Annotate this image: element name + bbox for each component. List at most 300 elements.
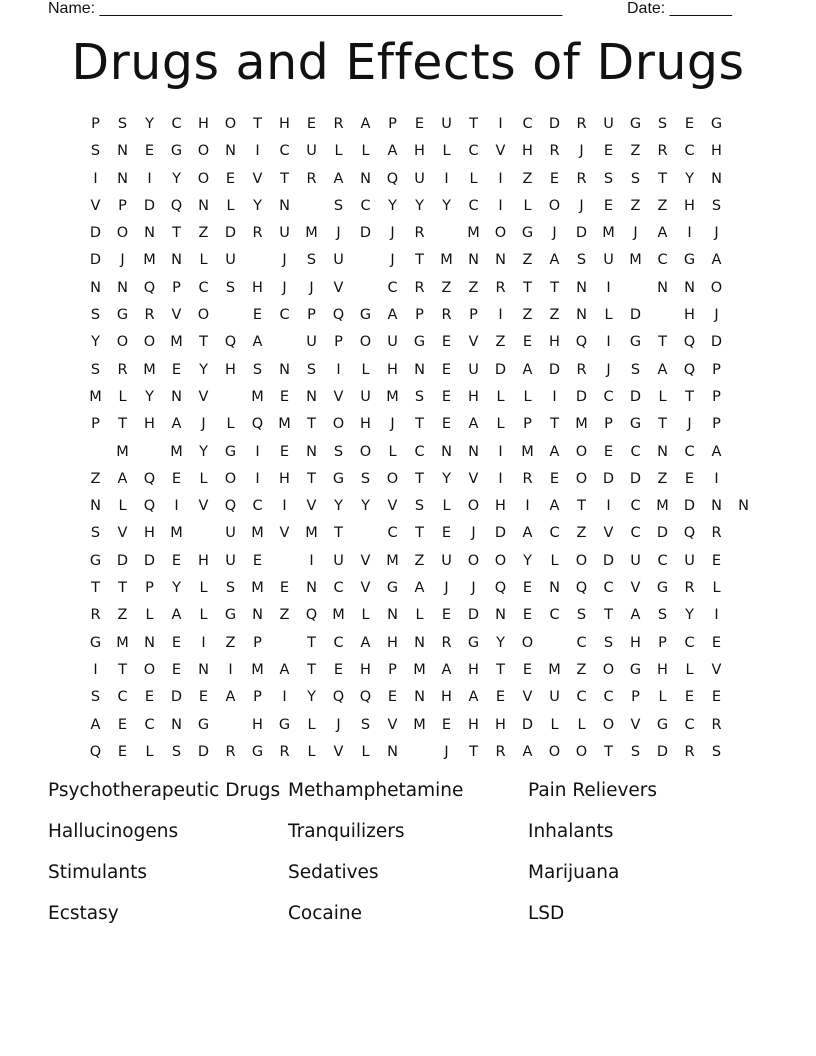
grid-letter: T (334, 525, 343, 542)
grid-letter (298, 195, 325, 222)
grid-letter: C (198, 279, 209, 296)
grid-letter: J (390, 225, 395, 242)
grid-letter (352, 522, 379, 549)
grid-letter: I (714, 607, 719, 624)
grid-letter: N (171, 252, 182, 269)
grid-letter: P (253, 634, 262, 651)
grid-letter: U (684, 552, 695, 569)
word-list-item: Tranquilizers (288, 821, 405, 842)
grid-letter (433, 222, 460, 249)
grid-letter: H (252, 279, 263, 296)
grid-letter: U (603, 116, 614, 132)
grid-letter (217, 714, 244, 741)
grid-letter (271, 632, 298, 659)
grid-letter: I (606, 334, 611, 351)
grid-letter: T (415, 416, 424, 433)
grid-letter: M (413, 661, 426, 678)
grid-letter: S (630, 743, 641, 760)
grid-letter: U (414, 170, 425, 187)
grid-letter: T (307, 661, 316, 678)
grid-letter: A (468, 416, 479, 433)
grid-letter: J (714, 225, 719, 242)
grid-letter: G (170, 143, 183, 160)
grid-letter: E (441, 388, 452, 405)
grid-letter (271, 331, 298, 358)
grid-letter: Y (685, 170, 694, 187)
grid-letter: C (522, 116, 533, 132)
grid-letter: I (498, 170, 503, 187)
grid-letter: N (414, 689, 425, 706)
grid-letter (271, 550, 298, 577)
grid-letter: M (629, 252, 642, 269)
grid-letter: T (415, 252, 424, 269)
grid-letter: O (224, 116, 237, 132)
grid-letter: I (525, 498, 530, 515)
grid-letter: P (415, 307, 424, 324)
grid-letter: E (522, 580, 533, 597)
grid-letter: I (228, 661, 233, 678)
grid-letter: C (252, 498, 263, 515)
grid-letter: Q (683, 525, 696, 542)
grid-letter: O (602, 661, 615, 678)
grid-letter: R (495, 743, 506, 760)
grid-letter: Z (549, 307, 560, 324)
grid-letter: L (550, 552, 559, 569)
grid-letter: Y (685, 607, 694, 624)
grid-letter (622, 277, 649, 304)
grid-letter: S (603, 170, 614, 187)
grid-letter: E (603, 197, 614, 214)
grid-letter: E (441, 416, 452, 433)
grid-letter: N (414, 634, 425, 651)
grid-letter: R (711, 525, 722, 542)
grid-letter: A (522, 361, 533, 378)
grid-letter: J (444, 743, 449, 760)
grid-letter: Q (224, 334, 237, 351)
grid-letter: V (522, 689, 533, 706)
grid-letter: N (495, 607, 506, 624)
grid-letter: L (145, 607, 154, 624)
grid-letter: Q (143, 279, 156, 296)
grid-letter: D (224, 225, 237, 242)
grid-letter: M (305, 225, 318, 242)
grid-letter: H (279, 116, 290, 132)
grid-letter: E (333, 661, 344, 678)
grid-letter: L (361, 743, 370, 760)
grid-letter: Y (172, 580, 181, 597)
grid-letter: C (117, 689, 128, 706)
grid-row (82, 140, 757, 167)
grid-letter: S (90, 307, 101, 324)
grid-letter: G (413, 334, 426, 351)
grid-letter: O (197, 143, 210, 160)
grid-letter: R (576, 361, 587, 378)
grid-letter: Z (117, 607, 128, 624)
grid-letter: Z (495, 334, 506, 351)
grid-letter: C (630, 498, 641, 515)
grid-letter: V (198, 388, 209, 405)
grid-letter: J (606, 361, 611, 378)
grid-letter: S (90, 525, 101, 542)
grid-letter: E (225, 170, 236, 187)
grid-letter: E (117, 743, 128, 760)
grid-letter: L (307, 716, 316, 733)
grid-letter: Z (576, 525, 587, 542)
grid-letter: E (522, 334, 533, 351)
grid-letter: C (684, 143, 695, 160)
grid-letter: L (658, 388, 667, 405)
grid-letter: U (306, 334, 317, 351)
grid-letter: C (603, 388, 614, 405)
grid-letter: C (279, 307, 290, 324)
grid-letter: S (576, 607, 587, 624)
grid-letter: A (117, 470, 128, 487)
grid-letter: P (388, 661, 397, 678)
grid-letter: E (279, 388, 290, 405)
grid-letter: Q (359, 689, 372, 706)
grid-row (82, 413, 757, 440)
grid-letter: S (360, 470, 371, 487)
grid-letter: C (684, 716, 695, 733)
grid-letter: H (360, 416, 371, 433)
date-field-label: Date: _______ (627, 0, 732, 17)
grid-letter: Z (198, 225, 209, 242)
grid-letter: E (441, 525, 452, 542)
grid-letter: Q (575, 580, 588, 597)
grid-letter: O (710, 279, 723, 296)
grid-letter: R (549, 143, 560, 160)
grid-letter: A (360, 116, 371, 132)
grid-letter: I (201, 634, 206, 651)
grid-letter: A (171, 607, 182, 624)
grid-letter: L (442, 143, 451, 160)
grid-letter: C (603, 689, 614, 706)
grid-letter: T (550, 416, 559, 433)
grid-letter: N (117, 279, 128, 296)
grid-letter: U (360, 388, 371, 405)
grid-letter: L (685, 661, 694, 678)
grid-letter: C (657, 252, 668, 269)
grid-letter: S (630, 361, 641, 378)
grid-letter: M (251, 525, 264, 542)
grid-letter: M (413, 716, 426, 733)
grid-letter: P (172, 279, 181, 296)
grid-letter: V (198, 498, 209, 515)
grid-letter: O (224, 470, 237, 487)
grid-letter: E (171, 661, 182, 678)
grid-letter: H (468, 388, 479, 405)
grid-letter: C (387, 279, 398, 296)
grid-letter: P (118, 197, 127, 214)
grid-letter: E (711, 689, 722, 706)
grid-letter: E (279, 443, 290, 460)
grid-letter: O (197, 307, 210, 324)
grid-letter: L (145, 743, 154, 760)
grid-letter: N (495, 252, 506, 269)
grid-letter: T (604, 607, 613, 624)
grid-letter: D (467, 607, 480, 624)
grid-letter: H (468, 716, 479, 733)
name-field-label: Name: ____________________________________________________ (48, 0, 563, 17)
grid-letter: S (225, 580, 236, 597)
grid-letter: C (549, 607, 560, 624)
grid-letter: E (171, 470, 182, 487)
grid-letter: Z (630, 143, 641, 160)
grid-letter: O (359, 334, 372, 351)
grid-letter: D (359, 225, 372, 242)
grid-letter: E (441, 334, 452, 351)
grid-letter: M (602, 225, 615, 242)
grid-letter: M (386, 552, 399, 569)
grid-letter: T (415, 470, 424, 487)
grid-letter: T (118, 580, 127, 597)
grid-letter: A (441, 661, 452, 678)
grid-letter: A (711, 252, 722, 269)
grid-letter: Y (523, 552, 532, 569)
grid-letter: O (521, 634, 534, 651)
grid-letter: G (89, 552, 102, 569)
grid-letter: P (145, 580, 154, 597)
grid-letter: M (575, 416, 588, 433)
grid-letter: L (361, 143, 370, 160)
grid-letter: Q (224, 498, 237, 515)
grid-letter: O (548, 743, 561, 760)
grid-letter: Q (170, 197, 183, 214)
grid-letter: C (333, 580, 344, 597)
grid-row (82, 222, 757, 249)
grid-letter: M (440, 252, 453, 269)
word-list-item: Psychotherapeutic Drugs (48, 780, 281, 801)
grid-letter: J (390, 416, 395, 433)
grid-letter: S (657, 607, 668, 624)
grid-letter: V (360, 580, 371, 597)
grid-letter: S (90, 143, 101, 160)
grid-letter: D (548, 361, 561, 378)
grid-letter: N (738, 498, 749, 515)
grid-letter: D (656, 743, 669, 760)
grid-letter: E (684, 470, 695, 487)
grid-letter: T (172, 225, 181, 242)
word-list-item: Ecstasy (48, 903, 119, 924)
grid-letter: R (441, 307, 452, 324)
grid-row (82, 249, 757, 276)
grid-letter: M (332, 607, 345, 624)
grid-letter: L (199, 470, 208, 487)
grid-letter: D (629, 307, 642, 324)
grid-row (82, 686, 757, 713)
grid-letter: E (441, 361, 452, 378)
grid-letter: N (576, 279, 587, 296)
grid-letter: H (144, 416, 155, 433)
grid-letter: Z (630, 197, 641, 214)
grid-letter: C (576, 689, 587, 706)
grid-letter: S (711, 197, 722, 214)
grid-letter: Z (441, 279, 452, 296)
word-list-item: Hallucinogens (48, 821, 179, 842)
grid-letter: D (629, 388, 642, 405)
grid-letter: G (683, 252, 696, 269)
grid-letter: M (305, 525, 318, 542)
grid-letter: D (143, 552, 156, 569)
grid-letter: I (255, 143, 260, 160)
grid-letter: P (523, 416, 532, 433)
grid-letter (217, 386, 244, 413)
grid-letter: D (197, 743, 210, 760)
grid-letter: I (147, 170, 152, 187)
grid-letter: R (144, 307, 155, 324)
grid-letter: Z (657, 470, 668, 487)
page-title: Drugs and Effects of Drugs (71, 34, 745, 91)
grid-letter: N (468, 252, 479, 269)
grid-letter: L (361, 361, 370, 378)
grid-letter: T (280, 170, 289, 187)
grid-letter: O (386, 470, 399, 487)
grid-letter: Z (468, 279, 479, 296)
grid-letter: H (468, 661, 479, 678)
grid-letter: E (711, 552, 722, 569)
grid-letter: O (143, 661, 156, 678)
grid-letter: R (657, 143, 668, 160)
grid-letter: J (687, 416, 692, 433)
grid-letter: I (444, 170, 449, 187)
grid-letter: T (307, 634, 316, 651)
grid-letter: E (441, 716, 452, 733)
grid-letter: V (333, 388, 344, 405)
grid-letter: N (711, 170, 722, 187)
grid-letter: E (441, 607, 452, 624)
grid-letter: J (201, 416, 206, 433)
grid-letter (649, 304, 676, 331)
grid-letter: G (251, 743, 264, 760)
grid-letter: C (360, 197, 371, 214)
grid-letter: P (469, 307, 478, 324)
grid-letter: V (360, 552, 371, 569)
grid-letter: N (90, 498, 101, 515)
grid-letter: Y (199, 361, 208, 378)
grid-letter: D (629, 470, 642, 487)
grid-letter: M (548, 661, 561, 678)
grid-letter: Y (145, 388, 154, 405)
grid-letter: M (251, 661, 264, 678)
grid-letter: Z (90, 470, 101, 487)
grid-letter: S (414, 498, 425, 515)
grid-letter: S (603, 634, 614, 651)
grid-letter: E (414, 116, 425, 132)
grid-letter: O (548, 197, 561, 214)
grid-letter: H (684, 307, 695, 324)
grid-letter: P (604, 416, 613, 433)
grid-letter: L (199, 580, 208, 597)
grid-letter: V (630, 716, 641, 733)
grid-letter: Q (386, 170, 399, 187)
word-list-item: LSD (528, 903, 565, 924)
grid-letter: A (549, 498, 560, 515)
grid-letter: G (521, 225, 534, 242)
grid-letter: Y (415, 197, 424, 214)
grid-letter: I (93, 170, 98, 187)
grid-letter: J (579, 143, 584, 160)
grid-letter: U (387, 334, 398, 351)
grid-row (82, 113, 757, 140)
grid-letter: N (279, 361, 290, 378)
grid-letter: U (225, 252, 236, 269)
grid-letter: Z (414, 552, 425, 569)
grid-row (82, 168, 757, 195)
word-list (48, 780, 768, 925)
grid-letter (190, 522, 217, 549)
grid-letter: G (656, 716, 669, 733)
grid-letter: S (252, 361, 263, 378)
grid-letter: U (441, 116, 452, 132)
grid-letter: S (576, 252, 587, 269)
grid-letter: M (467, 225, 480, 242)
grid-letter: A (171, 416, 182, 433)
grid-letter: S (225, 279, 236, 296)
grid-letter: N (306, 580, 317, 597)
grid-letter: H (279, 470, 290, 487)
word-list-item: Marijuana (528, 862, 620, 883)
grid-letter: P (253, 689, 262, 706)
grid-letter: D (89, 252, 102, 269)
grid-letter: M (116, 443, 129, 460)
grid-letter: N (198, 661, 209, 678)
grid-letter: N (225, 143, 236, 160)
grid-letter: N (144, 634, 155, 651)
grid-letter: C (657, 552, 668, 569)
grid-letter: U (333, 252, 344, 269)
grid-letter: L (496, 416, 505, 433)
grid-letter: Y (442, 197, 451, 214)
grid-letter: V (711, 661, 722, 678)
grid-letter: L (226, 197, 235, 214)
grid-letter: U (468, 361, 479, 378)
grid-letter: D (548, 116, 561, 132)
grid-letter: P (334, 334, 343, 351)
grid-letter: V (468, 334, 479, 351)
grid-letter: S (360, 716, 371, 733)
grid-letter: J (471, 580, 476, 597)
grid-row (82, 550, 757, 577)
grid-letter: U (225, 525, 236, 542)
grid-letter: G (629, 661, 642, 678)
grid-letter: V (387, 498, 398, 515)
grid-letter: C (279, 143, 290, 160)
grid-row (82, 441, 757, 468)
grid-letter: V (252, 170, 263, 187)
grid-letter: P (712, 361, 721, 378)
grid-letter: H (711, 143, 722, 160)
grid-letter: L (415, 607, 424, 624)
grid-letter: S (306, 252, 317, 269)
grid-letter: G (629, 334, 642, 351)
grid-letter: S (90, 361, 101, 378)
grid-letter: Y (172, 170, 181, 187)
grid-letter: C (414, 443, 425, 460)
grid-letter: U (549, 689, 560, 706)
grid-letter: Y (442, 470, 451, 487)
grid-letter: Z (522, 170, 533, 187)
grid-letter: D (116, 552, 129, 569)
grid-letter: Z (657, 197, 668, 214)
grid-letter: C (171, 116, 182, 132)
grid-letter: G (656, 580, 669, 597)
grid-letter: U (630, 552, 641, 569)
grid-letter: Y (91, 334, 100, 351)
grid-letter: J (390, 252, 395, 269)
grid-letter: E (522, 661, 533, 678)
grid-letter: Z (576, 661, 587, 678)
grid-letter: M (143, 361, 156, 378)
